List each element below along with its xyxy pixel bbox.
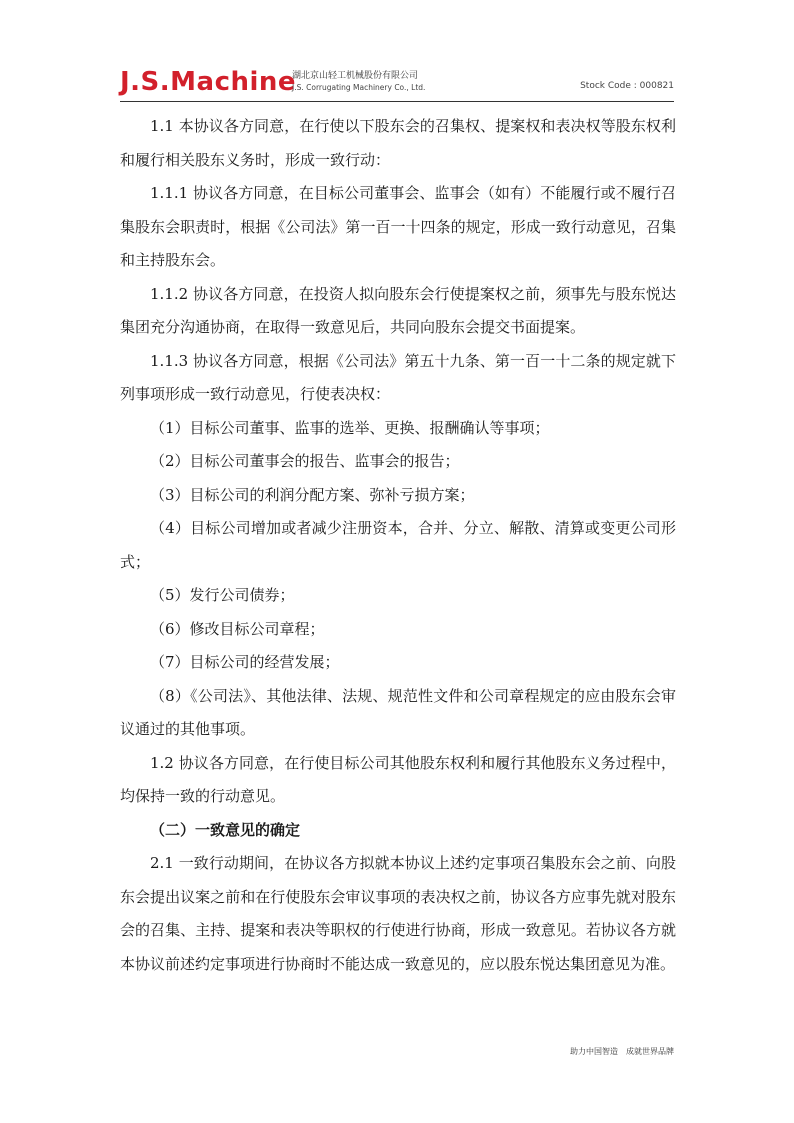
paragraph-1-1-3: 1.1.3 协议各方同意，根据《公司法》第五十九条、第一百一十二条的规定就下列事项形成一致行动意见，行使表决权： xyxy=(120,351,676,403)
page-header xyxy=(120,64,674,100)
document-body xyxy=(120,110,676,981)
company-name-en: J.S. Corrugating Machinery Co., Ltd. xyxy=(292,83,426,92)
company-name xyxy=(292,71,425,93)
stock-code: Stock Code : 000821 xyxy=(580,81,674,91)
list-item-3: （3）目标公司的利润分配方案、弥补亏损方案； xyxy=(150,485,475,504)
paragraph-1-2: 1.2 协议各方同意，在行使目标公司其他股东权利和履行其他股东义务过程中，均保持一致的行动意见。 xyxy=(120,753,676,805)
paragraph-1-1-1: 1.1.1 协议各方同意，在目标公司董事会、监事会（如有）不能履行或不履行召集股东会职责时，根据《公司法》第一百一十四条的规定，形成一致行动意见，召集和主持股东会。 xyxy=(120,184,676,269)
list-item-5: （5）发行公司债券； xyxy=(150,586,295,604)
list-item-1: （1）目标公司董事、监事的选举、更换、报酬确认等事项； xyxy=(150,418,550,437)
paragraph-2-1: 2.1 一致行动期间，在协议各方拟就本协议上述约定事项召集股东会之前、向股东会提出议案之前和在行使股东会审议事项的表决权之前，协议各方应事先就对股东会的召集、主持、提案和表决等职权的行使进行协商，形成一致意见。若协议各方就本协议前述约定事项进行协商时不能达成一致意见的，应以股东悦达集团意见为准。 xyxy=(120,854,676,973)
company-name-cn: 湖北京山轻工机械股份有限公司 xyxy=(292,71,419,81)
paragraph-1-1-2: 1.1.2 协议各方同意，在投资人拟向股东会行使提案权之前，须事先与股东悦达集团充分沟通协商，在取得一致意见后，共同向股东会提交书面提案。 xyxy=(120,284,676,336)
list-item-4: （4）目标公司增加或者减少注册资本，合并、分立、解散、清算或变更公司形式； xyxy=(120,519,676,571)
list-item-6: （6）修改目标公司章程； xyxy=(150,619,325,638)
header-divider xyxy=(120,101,674,102)
list-item-8: （8）《公司法》、其他法律、法规、规范性文件和公司章程规定的应由股东会审议通过的其他事项。 xyxy=(120,686,676,738)
section-heading: （二）一致意见的确定 xyxy=(150,820,301,839)
footer-slogan: 助力中国智造 成就世界品牌 xyxy=(570,1047,674,1056)
company-logo: J.S.Machine xyxy=(120,67,297,97)
list-item-2: （2）目标公司董事会的报告、监事会的报告； xyxy=(150,452,460,470)
list-item-7: （7）目标公司的经营发展； xyxy=(150,653,340,671)
paragraph-1-1: 1.1 本协议各方同意，在行使以下股东会的召集权、提案权和表决权等股东权利和履行相关股东义务时，形成一致行动： xyxy=(120,117,676,169)
